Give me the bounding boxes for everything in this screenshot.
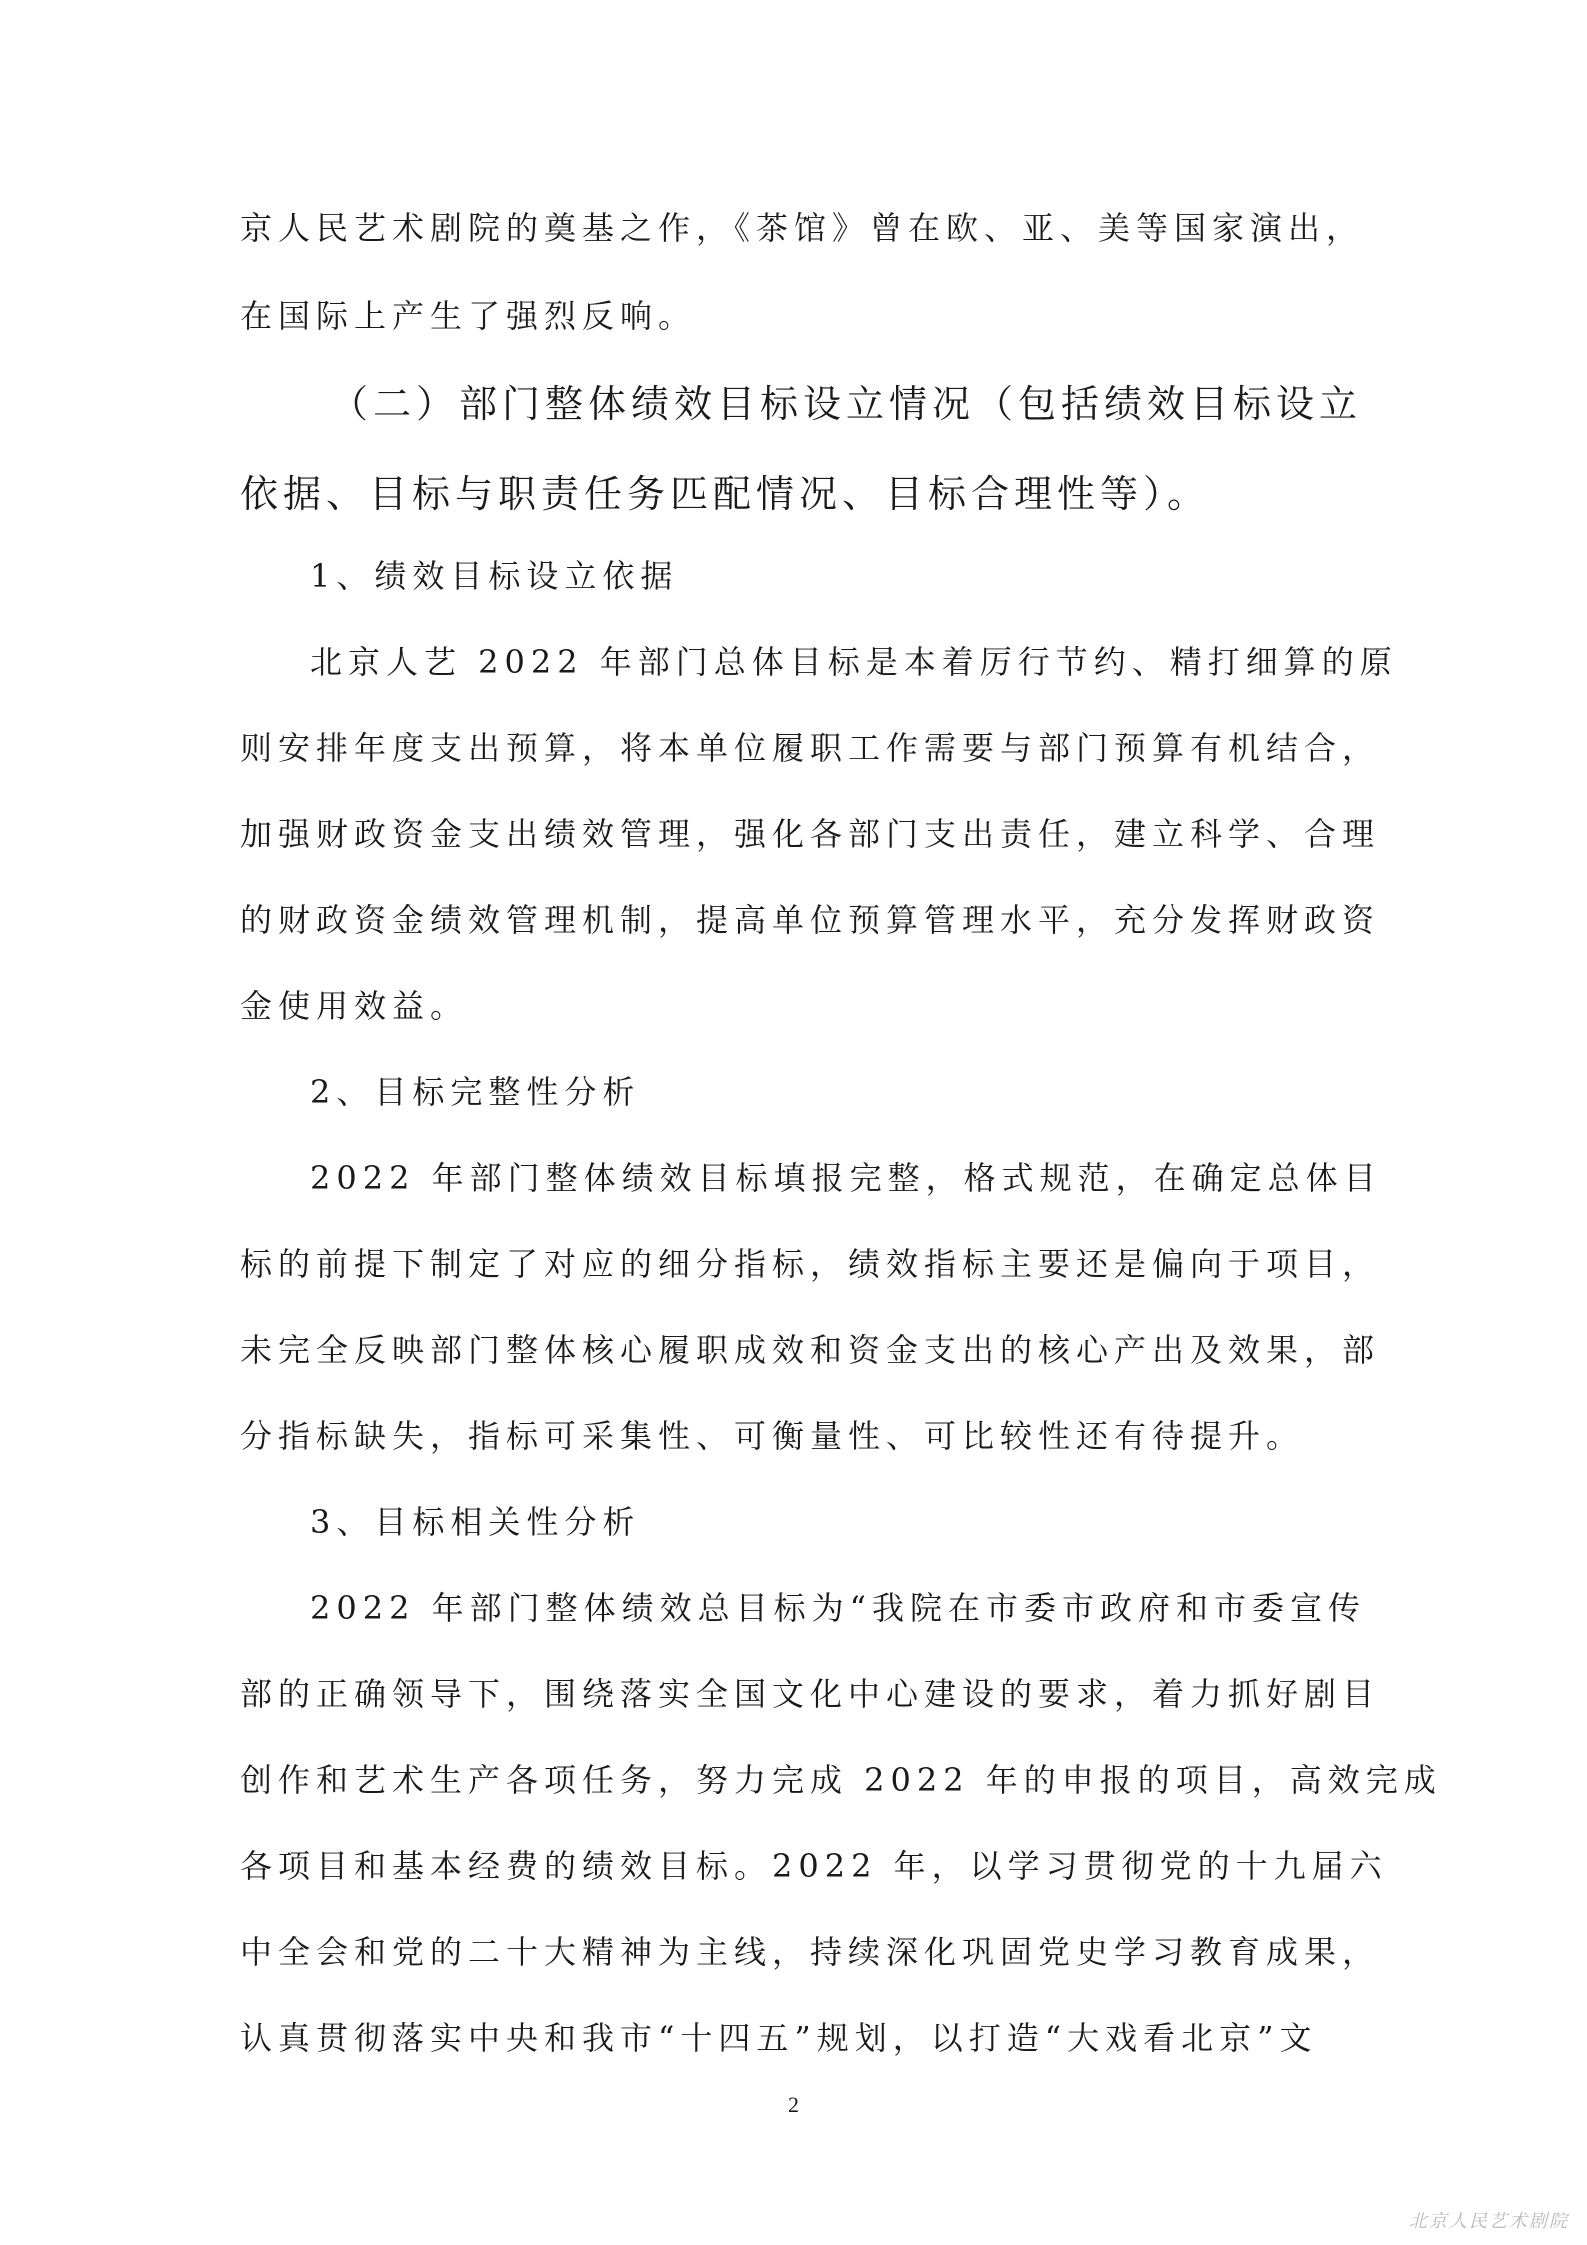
- body-line: 的财政资金绩效管理机制，提高单位预算管理水平，充分发挥财政资: [240, 901, 1381, 939]
- body-line: 加强财政资金支出绩效管理，强化各部门支出责任，建立科学、合理: [240, 815, 1381, 853]
- section-heading-line: 依据、目标与职责任务匹配情况、目标合理性等）。: [240, 472, 1211, 516]
- page-number: 2: [788, 2092, 799, 2117]
- watermark: 北京人民艺术剧院: [1409, 2211, 1569, 2232]
- body-line: 2022 年部门整体绩效目标填报完整，格式规范，在确定总体目: [310, 1159, 1382, 1197]
- subheading: 1、绩效目标设立依据: [310, 557, 679, 595]
- subheading: 2、目标完整性分析: [310, 1073, 641, 1111]
- body-line: 中全会和党的二十大精神为主线，持续深化巩固党史学习教育成果，: [240, 1933, 1381, 1971]
- section-heading-line: （二）部门整体绩效目标设立情况（包括绩效目标设立: [330, 382, 1363, 426]
- body-line: 分指标缺失，指标可采集性、可衡量性、可比较性还有待提升。: [240, 1417, 1305, 1455]
- body-line: 各项目和基本经费的绩效目标。2022 年，以学习贯彻党的十九届六: [240, 1847, 1388, 1885]
- body-line: 标的前提下制定了对应的细分指标，绩效指标主要还是偏向于项目，: [240, 1245, 1381, 1283]
- body-line: 北京人艺 2022 年部门总体目标是本着厉行节约、精打细算的原: [310, 643, 1398, 681]
- body-line: 部的正确领导下，围绕落实全国文化中心建设的要求，着力抓好剧目: [240, 1675, 1381, 1713]
- body-line: 在国际上产生了强烈反响。: [240, 297, 697, 335]
- body-line: 创作和艺术生产各项任务，努力完成 2022 年的申报的项目，高效完成: [240, 1761, 1442, 1799]
- body-line: 未完全反映部门整体核心履职成效和资金支出的核心产出及效果，部: [240, 1331, 1381, 1369]
- body-line: 2022 年部门整体绩效总目标为“我院在市委市政府和市委宣传: [310, 1589, 1366, 1627]
- body-line: 京人民艺术剧院的奠基之作，《茶馆》曾在欧、亚、美等国家演出，: [240, 209, 1365, 247]
- body-line: 则安排年度支出预算，将本单位履职工作需要与部门预算有机结合，: [240, 729, 1381, 767]
- body-line: 认真贯彻落实中央和我市“十四五”规划，以打造“大戏看北京”文: [240, 2019, 1318, 2057]
- subheading: 3、目标相关性分析: [310, 1503, 641, 1541]
- body-line: 金使用效益。: [240, 987, 469, 1025]
